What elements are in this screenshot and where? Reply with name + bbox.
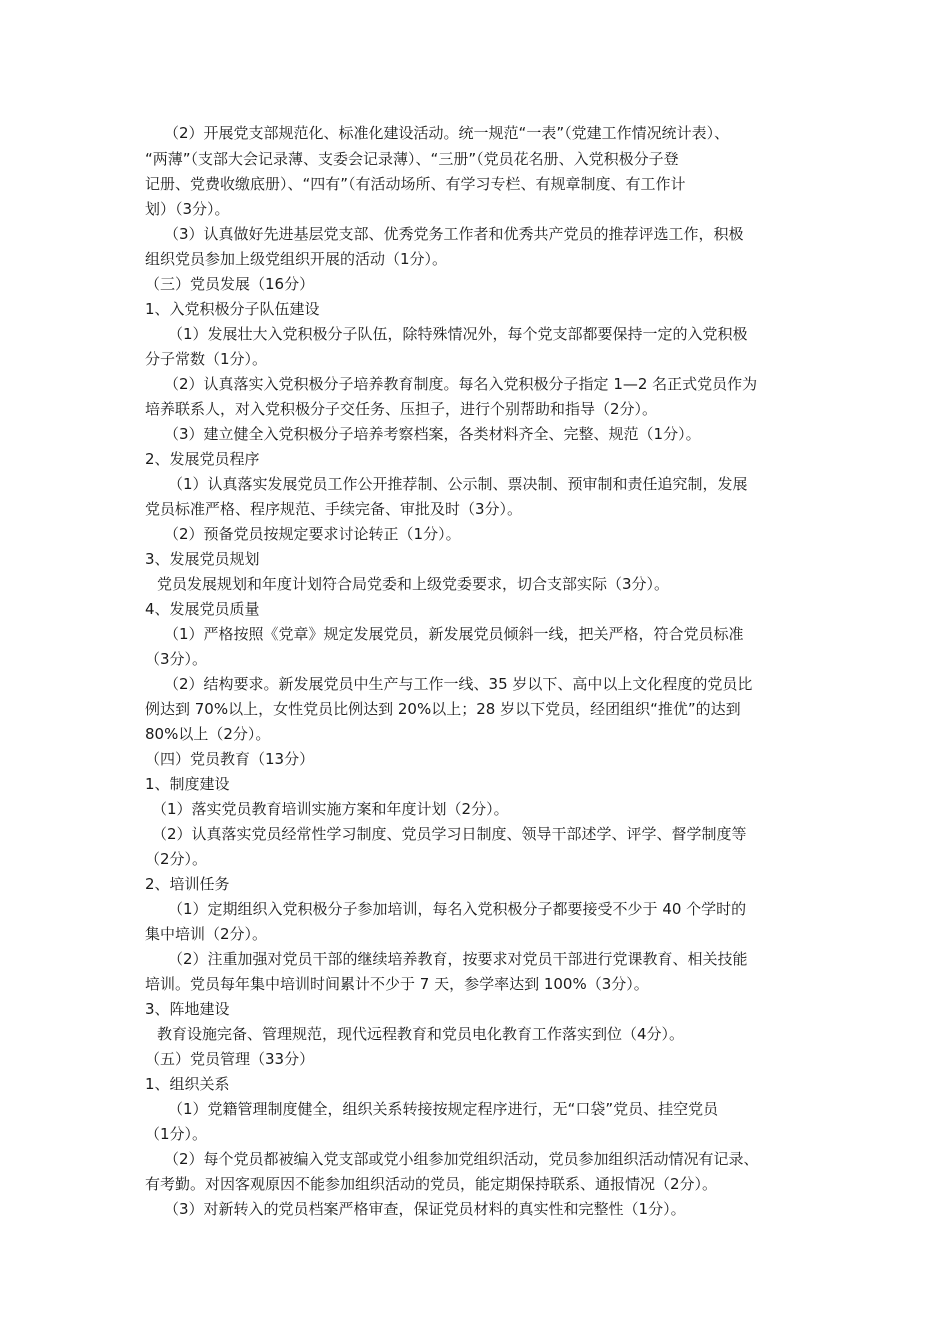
text-line: （2分）。 xyxy=(145,850,208,868)
text-line: （1）落实党员教育培训实施方案和年度计划（2分）。 xyxy=(152,800,509,818)
text-line: 分子常数（1分）。 xyxy=(145,350,268,368)
text-line: （2）每个党员都被编入党支部或党小组参加党组织活动，党员参加组织活动情况有记录、 xyxy=(164,1150,759,1168)
text-line: 1、制度建设 xyxy=(145,775,230,793)
text-line: 例达到 70%以上，女性党员比例达到 20%以上；28 岁以下党员，经团组织“推优”的达到 xyxy=(145,700,741,718)
text-line: （2）预备党员按规定要求讨论转正（1分）。 xyxy=(164,525,461,543)
text-line: （1分）。 xyxy=(145,1125,208,1143)
text-line: （2）注重加强对党员干部的继续培养教育，按要求对党员干部进行党课教育、相关技能 xyxy=(168,950,748,968)
text-line: 3、阵地建设 xyxy=(145,1000,230,1018)
text-line: 党员标准严格、程序规范、手续完备、审批及时（3分）。 xyxy=(145,500,523,518)
text-line: （四）党员教育（13分） xyxy=(145,750,315,768)
text-line: （1）认真落实发展党员工作公开推荐制、公示制、票决制、预审制和责任追究制，发展 xyxy=(168,475,748,493)
text-line: 3、发展党员规划 xyxy=(145,550,260,568)
text-line: 培养联系人，对入党积极分子交任务、压担子，进行个别帮助和指导（2分）。 xyxy=(145,400,658,418)
text-line: （1）党籍管理制度健全，组织关系转接按规定程序进行，无“口袋”党员、挂空党员 xyxy=(168,1100,719,1118)
text-line: 2、培训任务 xyxy=(145,875,230,893)
text-line: （2）结构要求。新发展党员中生产与工作一线、35 岁以下、高中以上文化程度的党员比 xyxy=(164,675,753,693)
text-line: 划）（3分）。 xyxy=(145,200,230,218)
text-line: “两薄”（支部大会记录薄、支委会记录薄）、“三册”（党员花名册、入党积极分子登 xyxy=(145,150,679,168)
text-line: 记册、党费收缴底册）、“四有”（有活动场所、有学习专栏、有规章制度、有工作计 xyxy=(145,175,686,193)
text-line: （3分）。 xyxy=(145,650,208,668)
text-line: （3）对新转入的党员档案严格审查，保证党员材料的真实性和完整性（1分）。 xyxy=(164,1200,686,1218)
text-line: 教育设施完备、管理规范，现代远程教育和党员电化教育工作落实到位（4分）。 xyxy=(157,1025,685,1043)
text-line: 4、发展党员质量 xyxy=(145,600,260,618)
text-line: （2）开展党支部规范化、标准化建设活动。统一规范“一表”（党建工作情况统计表）、 xyxy=(164,124,730,142)
text-line: （3）建立健全入党积极分子培养考察档案，各类材料齐全、完整、规范（1分）。 xyxy=(164,425,701,443)
text-line: （三）党员发展（16分） xyxy=(145,275,315,293)
text-line: （1）严格按照《党章》规定发展党员，新发展党员倾斜一线，把关严格，符合党员标准 xyxy=(164,625,744,643)
text-line: 1、组织关系 xyxy=(145,1075,230,1093)
text-line: （3）认真做好先进基层党支部、优秀党务工作者和优秀共产党员的推荐评选工作，积极 xyxy=(164,225,744,243)
text-line: （2）认真落实入党积极分子培养教育制度。每名入党积极分子指定 1—2 名正式党员作为 xyxy=(164,375,758,393)
text-line: （1）发展壮大入党积极分子队伍，除特殊情况外，每个党支部都要保持一定的入党积极 xyxy=(168,325,748,343)
text-line: 培训。党员每年集中培训时间累计不少于 7 天，参学率达到 100%（3分）。 xyxy=(145,975,649,993)
text-line: 2、发展党员程序 xyxy=(145,450,260,468)
text-line: （2）认真落实党员经常性学习制度、党员学习日制度、领导干部述学、评学、督学制度等 xyxy=(152,825,747,843)
text-line: （五）党员管理（33分） xyxy=(145,1050,315,1068)
text-line: 1、入党积极分子队伍建设 xyxy=(145,300,320,318)
text-line: 有考勤。对因客观原因不能参加组织活动的党员，能定期保持联系、通报情况（2分）。 xyxy=(145,1175,718,1193)
text-line: 党员发展规划和年度计划符合局党委和上级党委要求，切合支部实际（3分）。 xyxy=(157,575,670,593)
text-line: （1）定期组织入党积极分子参加培训，每名入党积极分子都要接受不少于 40 个学时的 xyxy=(168,900,747,918)
text-line: 80%以上（2分）。 xyxy=(145,725,271,743)
text-line: 组织党员参加上级党组织开展的活动（1分）。 xyxy=(145,250,448,268)
text-line: 集中培训（2分）。 xyxy=(145,925,268,943)
